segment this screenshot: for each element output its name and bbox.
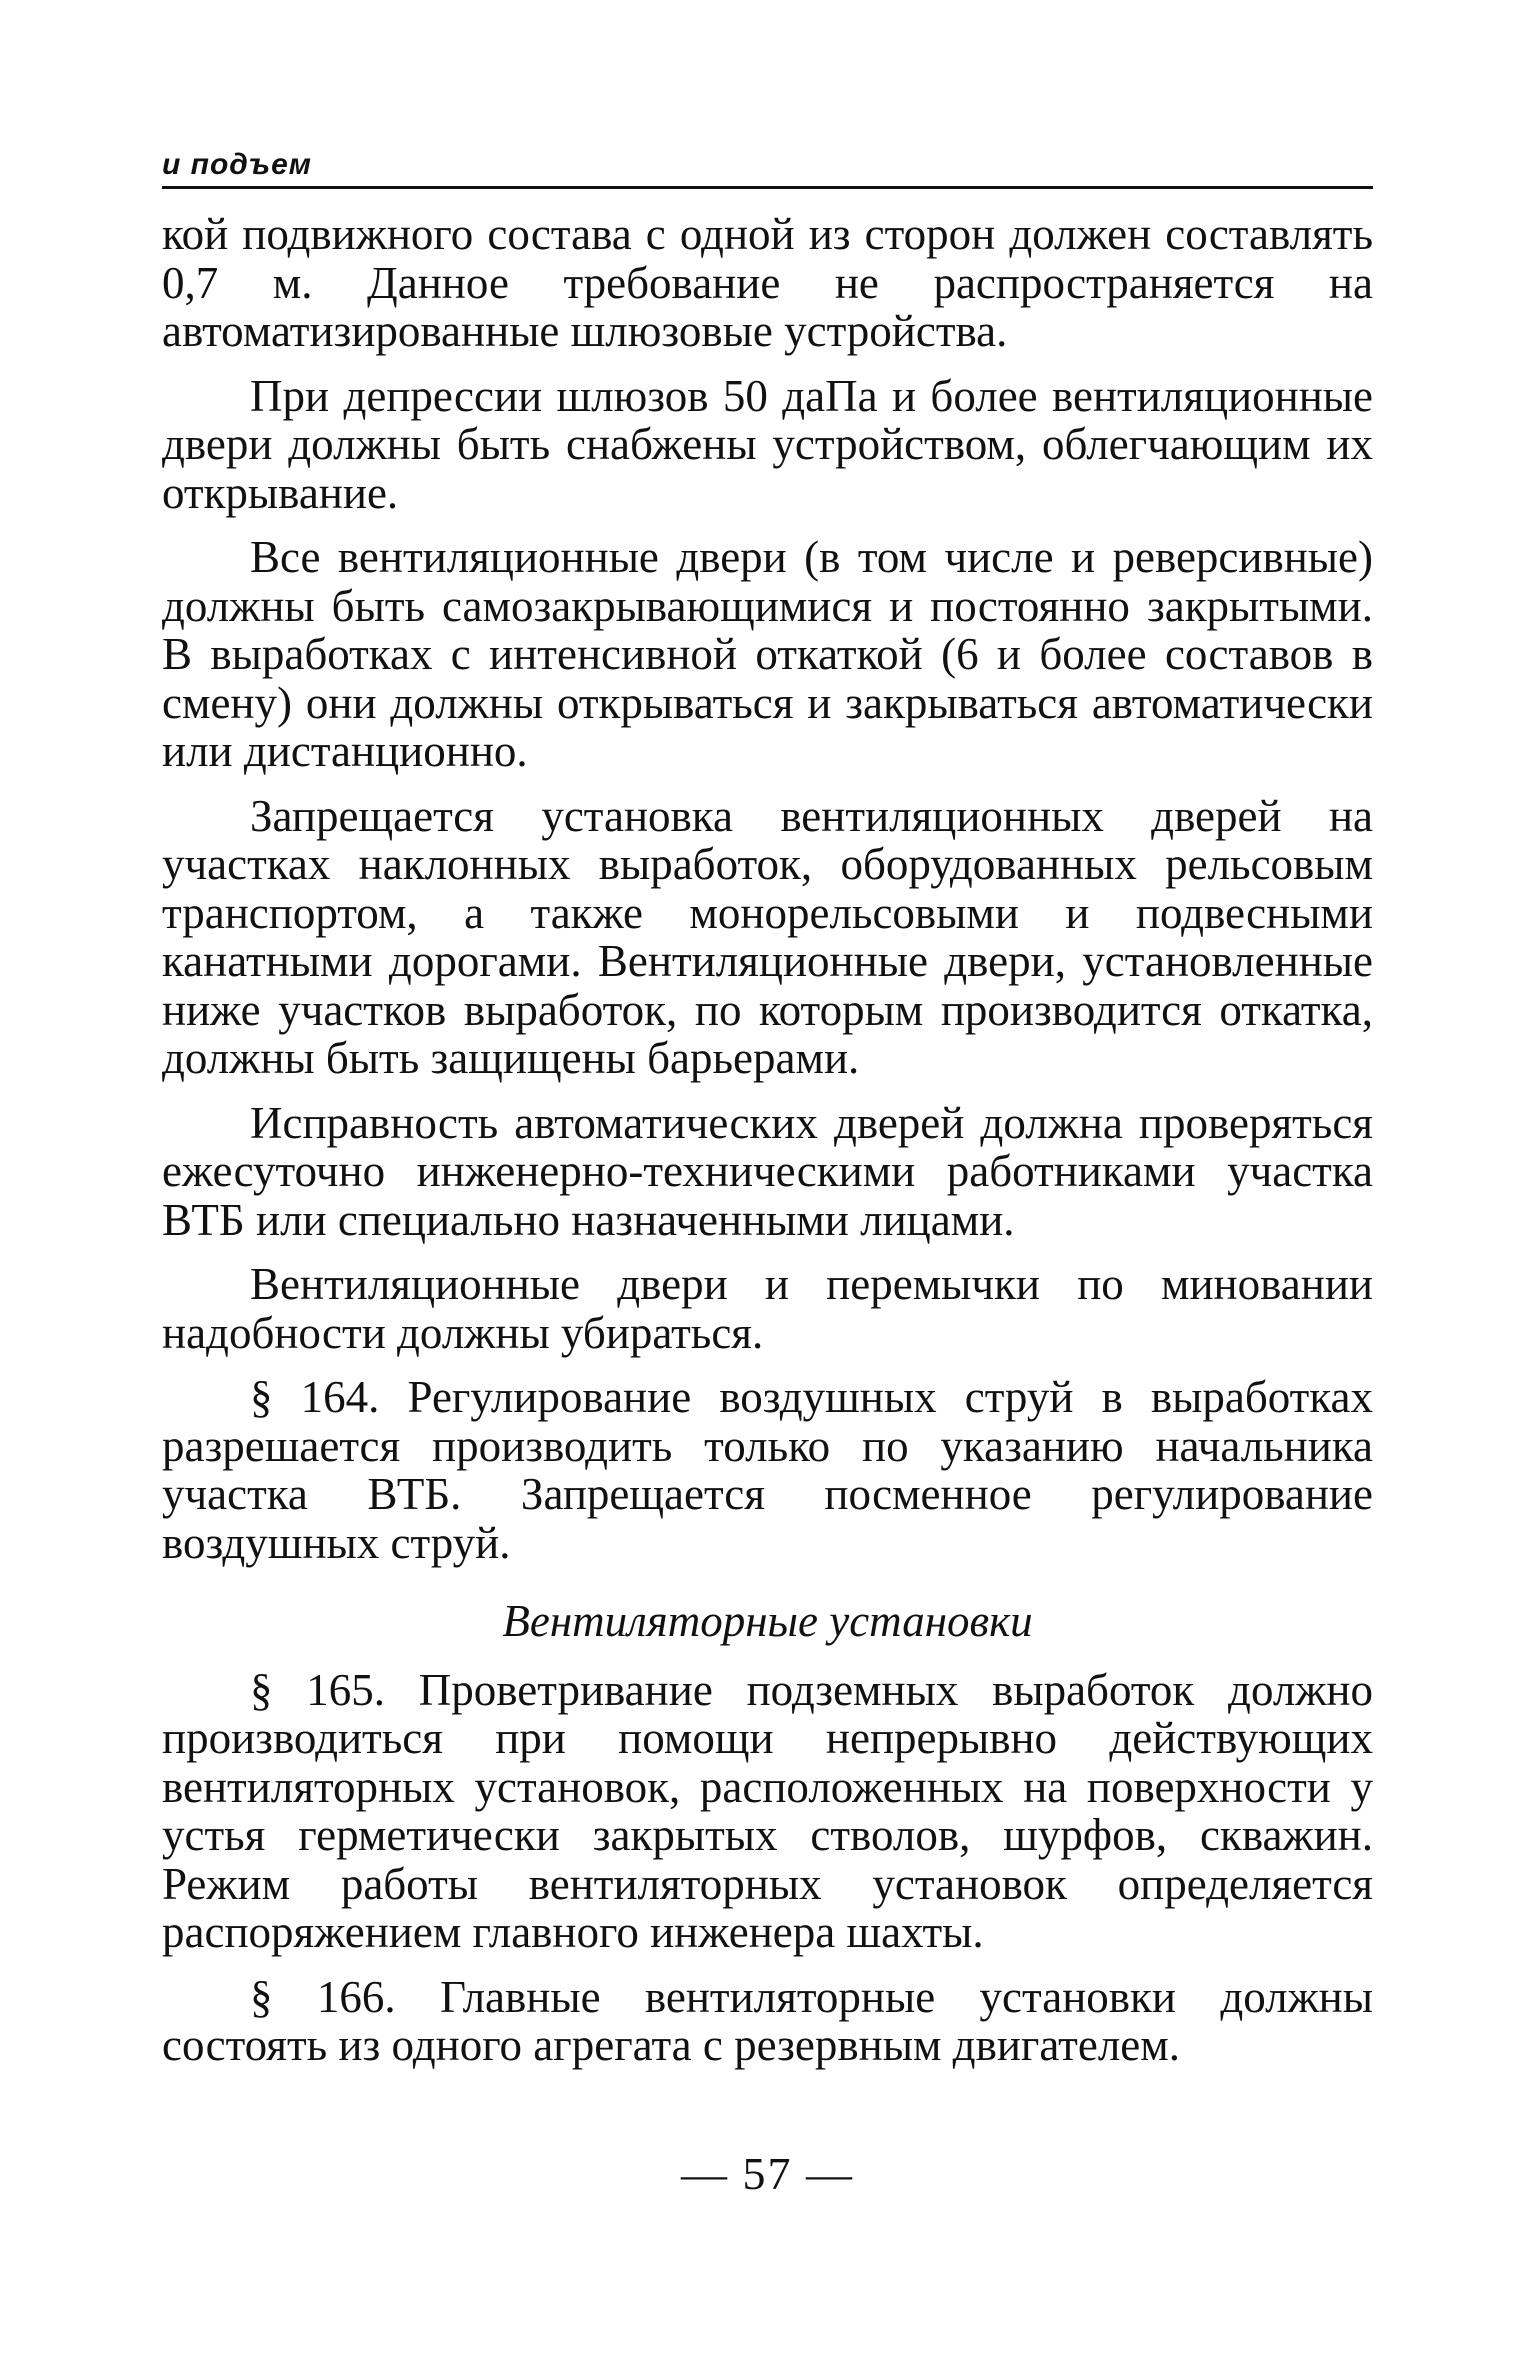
paragraph-section-164: § 164. Регулирование воздушных струй в выработках разрешается производить только по указанию начальника участка ВТБ. Запрещается посменное регулирование воздушных струй. <box>162 1372 1373 1568</box>
running-head: и подъем <box>162 148 312 181</box>
paragraph-removal: Вентиляционные двери и перемычки по миновании надобности должны убираться. <box>162 1259 1373 1358</box>
paragraph-self-closing: Все вентиляционные двери (в том числе и реверсивные) должны быть самозакрывающимися и постоянно закрытыми. В выработках с интенсивной откаткой (6 и более составов в смену) они должны открываться и закрываться автоматически или дистанционно. <box>162 532 1373 776</box>
body-text <box>162 210 1373 2086</box>
paragraph-depression: При депрессии шлюзов 50 даПа и более вентиляционные двери должны быть снабжены устройством, облегчающим их открывание. <box>162 370 1373 518</box>
paragraph-daily-check: Исправность автоматических дверей должна проверяться ежесуточно инженерно-техническими работниками участка ВТБ или специально назначенными лицами. <box>162 1097 1373 1245</box>
header-rule <box>162 186 1373 189</box>
paragraph-section-166: § 166. Главные вентиляторные установки должны состоять из одного агрегата с резервным двигателем. <box>162 1971 1373 2070</box>
paragraph-section-165: § 165. Проветривание подземных выработок должно производиться при помощи непрерывно действующих вентиляторных установок, расположенных на поверхности у устья герметически закрытых стволов, шурфов, скважин. Режим работы вентиляторных установок определяется распоряжением главного инженера шахты. <box>162 1664 1373 1957</box>
paragraph-prohibition: Запрещается установка вентиляционных дверей на участках наклонных выработок, оборудованных рельсовым транспортом, а также монорельсовыми и подвесными канатными дорогами. Вентиляционные двери, установленные ниже участков выработок, по которым производится откатка, должны быть защищены барьерами. <box>162 790 1373 1083</box>
section-title: Вентиляторные установки <box>502 1596 1033 1646</box>
page-number: — 57 — <box>681 2148 854 2199</box>
paragraph-continuation: кой подвижного состава с одной из сторон должен составлять 0,7 м. Данное требование не распространяется на автоматизированные шлюзовые устройства. <box>162 209 1373 356</box>
